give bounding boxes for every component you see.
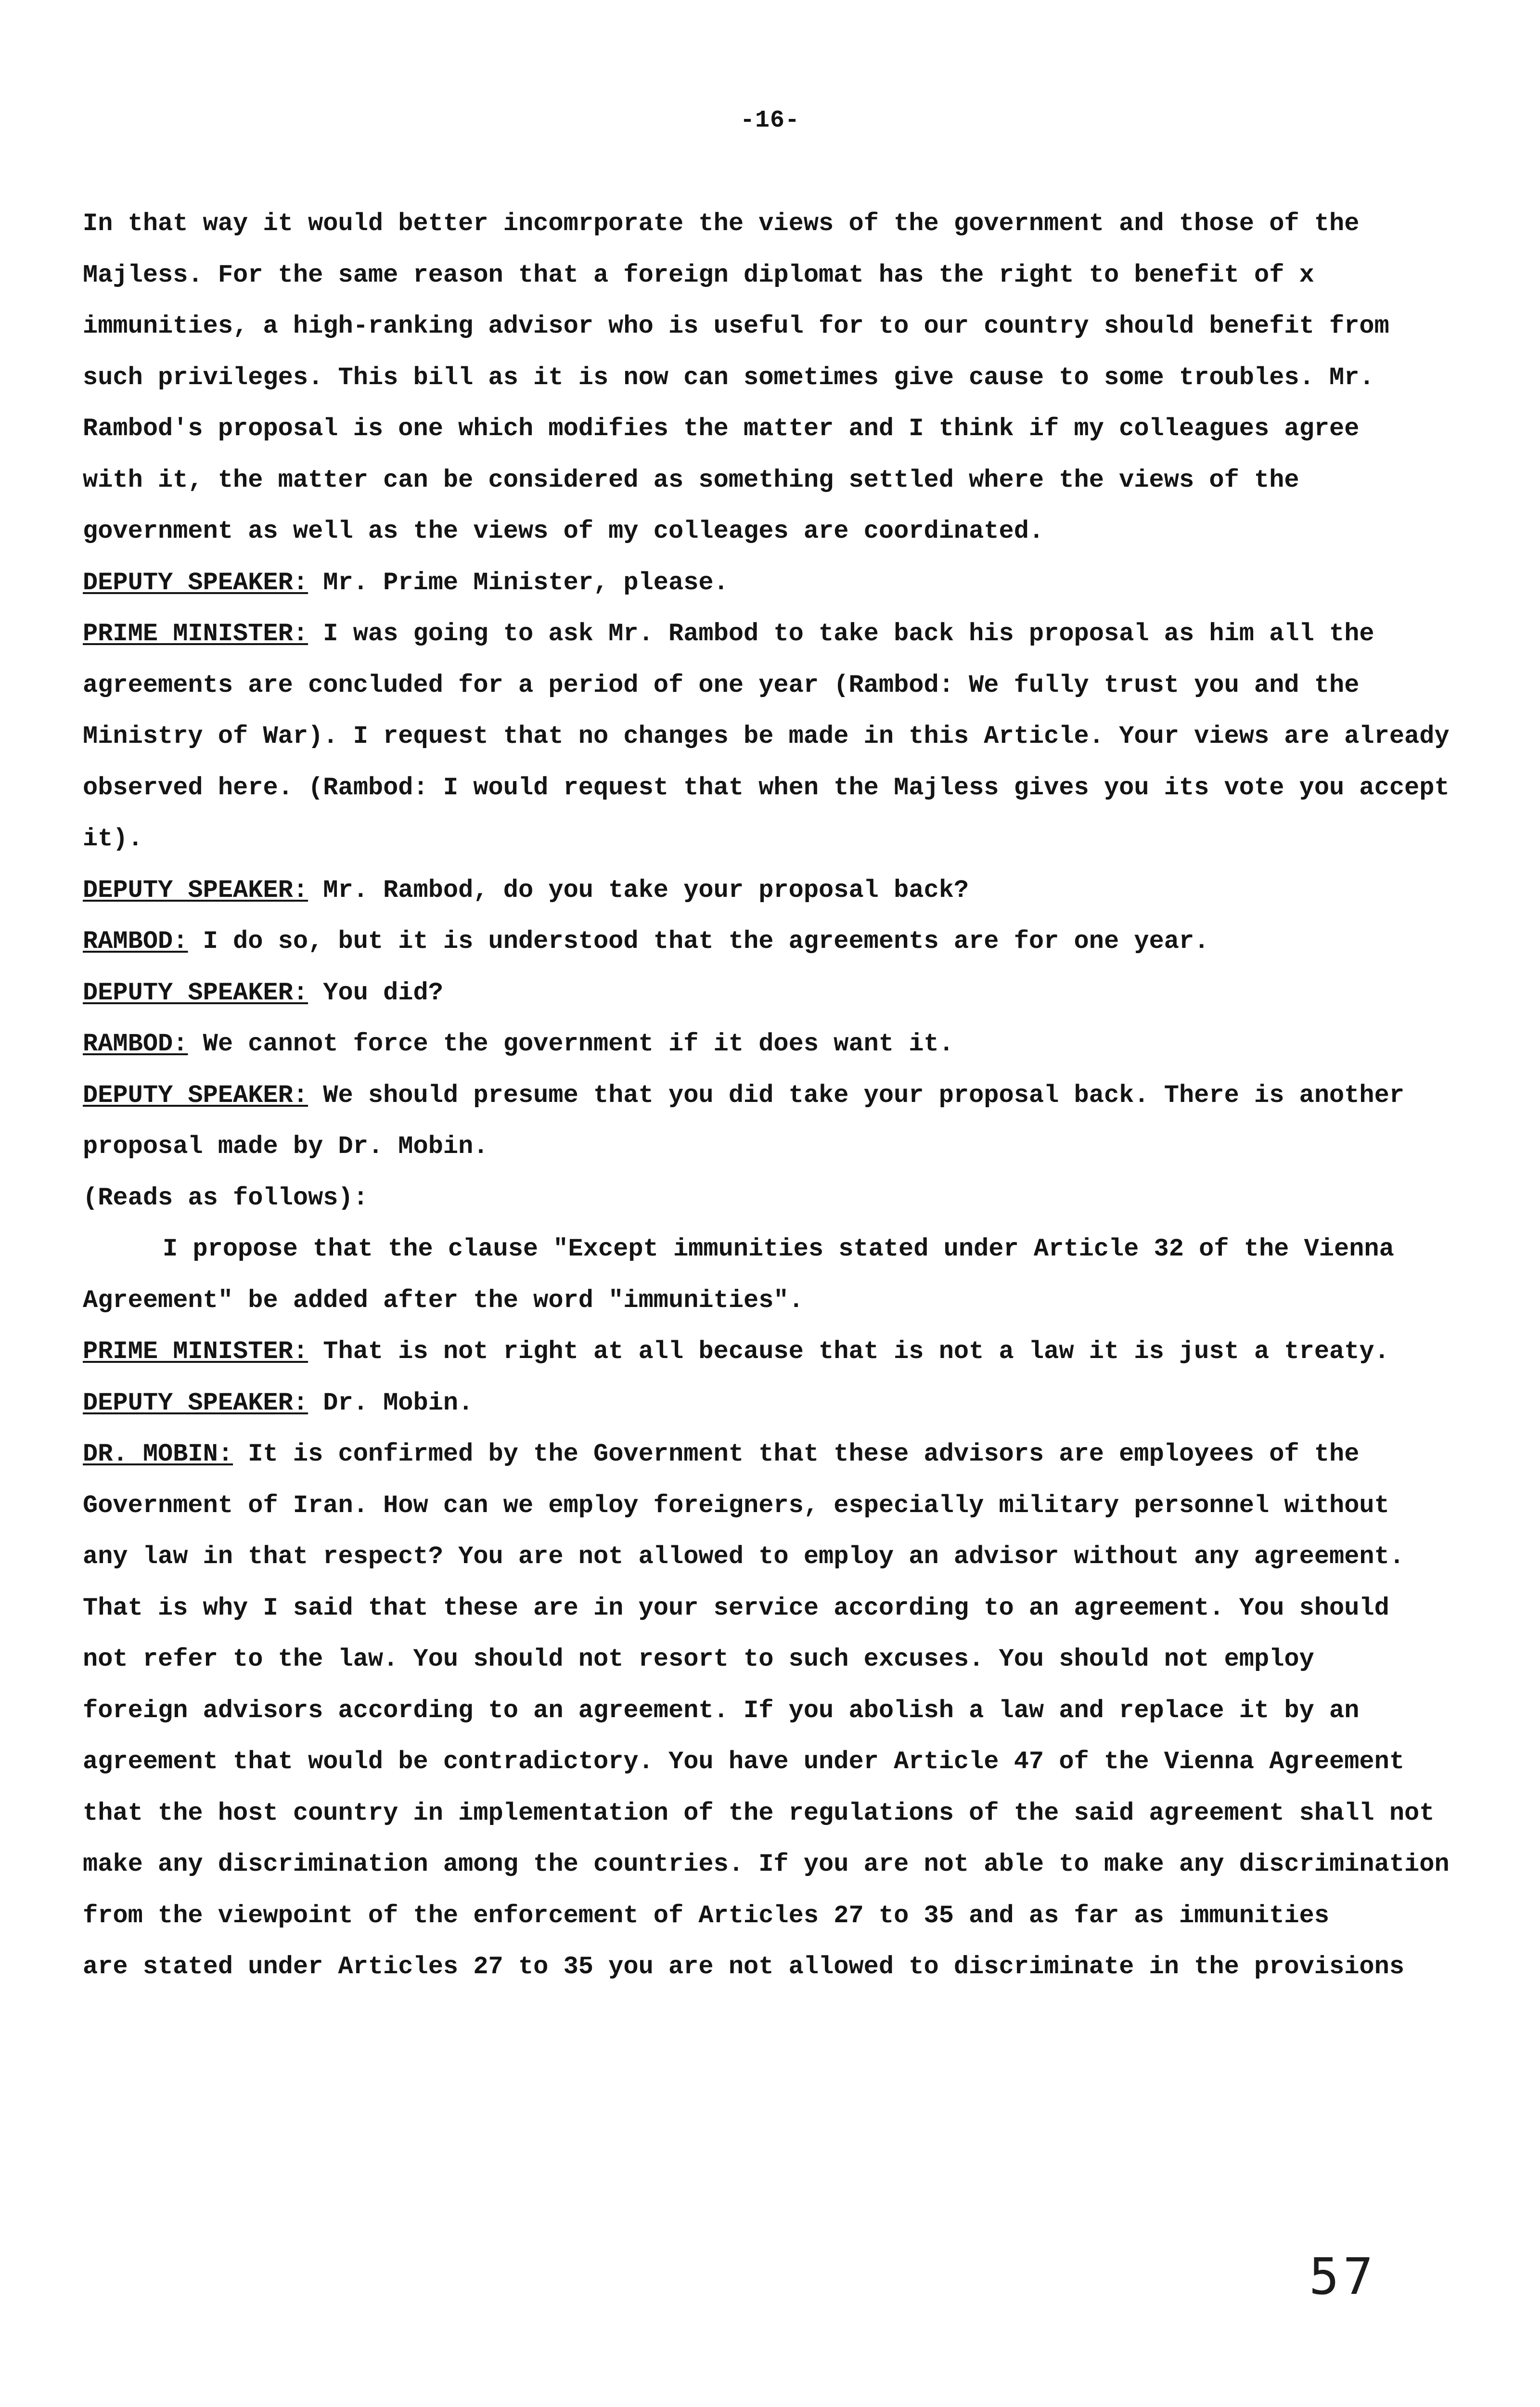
text-line: Agreement" be added after the word "immunities".: [83, 1286, 804, 1315]
dialogue-text: You did?: [308, 978, 443, 1007]
text-line: Rambod's proposal is one which modifies the matter and I think if my colleagues agree: [83, 414, 1360, 443]
quoted-proposal: I propose that the clause "Except immunities stated under Article 32 of the Vienna: [163, 1235, 1394, 1263]
text-line: Majless. For the same reason that a foreign diplomat has the right to benefit of x: [83, 260, 1314, 289]
text-line: agreements are concluded for a period of one year (Rambod: We fully trust you and the: [83, 671, 1360, 699]
speaker-label: RAMBOD:: [83, 1030, 188, 1058]
text-line: from the viewpoint of the enforcement of Articles 27 to 35 and as far as immunities: [83, 1901, 1330, 1930]
text-line: not refer to the law. You should not resort to such excuses. You should not employ: [83, 1645, 1314, 1673]
text-line: make any discrimination among the countries. If you are not able to make any discrimination: [83, 1850, 1450, 1878]
speaker-label: DEPUTY SPEAKER:: [83, 568, 308, 597]
text-line: that the host country in implementation of the regulations of the said agreement shall not: [83, 1799, 1435, 1827]
dialogue-text: We cannot force the government if it does want it.: [188, 1030, 954, 1058]
page-number: -16-: [740, 107, 800, 134]
dialogue-line: [83, 608, 1498, 660]
dialogue-text: Dr. Mobin.: [308, 1388, 474, 1417]
folio-number: 57: [1309, 2247, 1377, 2306]
dialogue-line: [83, 557, 1498, 609]
dialogue-text: I do so, but it is understood that the agreements are for one year.: [188, 927, 1209, 956]
text-line: agreement that would be contradictory. You have under Article 47 of the Vienna Agreement: [83, 1747, 1405, 1776]
dialogue-line: [83, 1070, 1498, 1122]
document-body: [83, 198, 1498, 1993]
dialogue-line: [83, 968, 1498, 1019]
text-line: (Reads as follows):: [83, 1183, 368, 1212]
text-line: such privileges. This bill as it is now can sometimes give cause to some troubles. Mr.: [83, 363, 1374, 392]
speaker-label: DEPUTY SPEAKER:: [83, 1388, 308, 1417]
speaker-label: PRIME MINISTER:: [83, 1337, 308, 1366]
text-line: any law in that respect? You are not allowed to employ an advisor without any agreement.: [83, 1542, 1405, 1571]
speaker-label: RAMBOD:: [83, 927, 188, 956]
speaker-label: PRIME MINISTER:: [83, 620, 308, 648]
dialogue-line: [83, 1429, 1498, 1480]
text-line: it).: [83, 825, 143, 853]
text-line: Ministry of War). I request that no changes be made in this Article. Your views are already: [83, 722, 1450, 751]
dialogue-line: [83, 865, 1498, 917]
text-line: observed here. (Rambod: I would request that when the Majless gives you its vote you accept: [83, 773, 1450, 802]
dialogue-text: I was going to ask Mr. Rambod to take back his proposal as him all the: [308, 620, 1374, 648]
dialogue-line: [83, 1326, 1498, 1378]
dialogue-line: [83, 1019, 1498, 1070]
text-line: In that way it would better incomrporate the views of the government and those of the: [83, 209, 1360, 238]
dialogue-text: Mr. Prime Minister, please.: [308, 568, 729, 597]
dialogue-text: It is confirmed by the Government that these advisors are employees of the: [233, 1440, 1360, 1468]
speaker-label: DEPUTY SPEAKER:: [83, 978, 308, 1007]
dialogue-text: Mr. Rambod, do you take your proposal back?: [308, 876, 969, 905]
dialogue-line: [83, 1378, 1498, 1429]
text-line: proposal made by Dr. Mobin.: [83, 1132, 488, 1161]
dialogue-text: That is not right at all because that is not a law it is just a treaty.: [308, 1337, 1389, 1366]
speaker-label: DEPUTY SPEAKER:: [83, 1081, 308, 1110]
text-line: are stated under Articles 27 to 35 you are not allowed to discriminate in the provisions: [83, 1953, 1405, 1981]
text-line: with it, the matter can be considered as something settled where the views of the: [83, 466, 1299, 494]
text-line: foreign advisors according to an agreement. If you abolish a law and replace it by an: [83, 1696, 1360, 1725]
dialogue-text: We should presume that you did take your proposal back. There is another: [308, 1081, 1405, 1110]
text-line: Government of Iran. How can we employ foreigners, especially military personnel without: [83, 1491, 1389, 1520]
dialogue-line: [83, 916, 1498, 968]
text-line: That is why I said that these are in your service according to an agreement. You should: [83, 1593, 1389, 1622]
text-line: government as well as the views of my colleages are coordinated.: [83, 517, 1044, 545]
speaker-label: DR. MOBIN:: [83, 1440, 233, 1468]
speaker-label: DEPUTY SPEAKER:: [83, 876, 308, 905]
text-line: immunities, a high-ranking advisor who is useful for to our country should benefit from: [83, 312, 1389, 340]
